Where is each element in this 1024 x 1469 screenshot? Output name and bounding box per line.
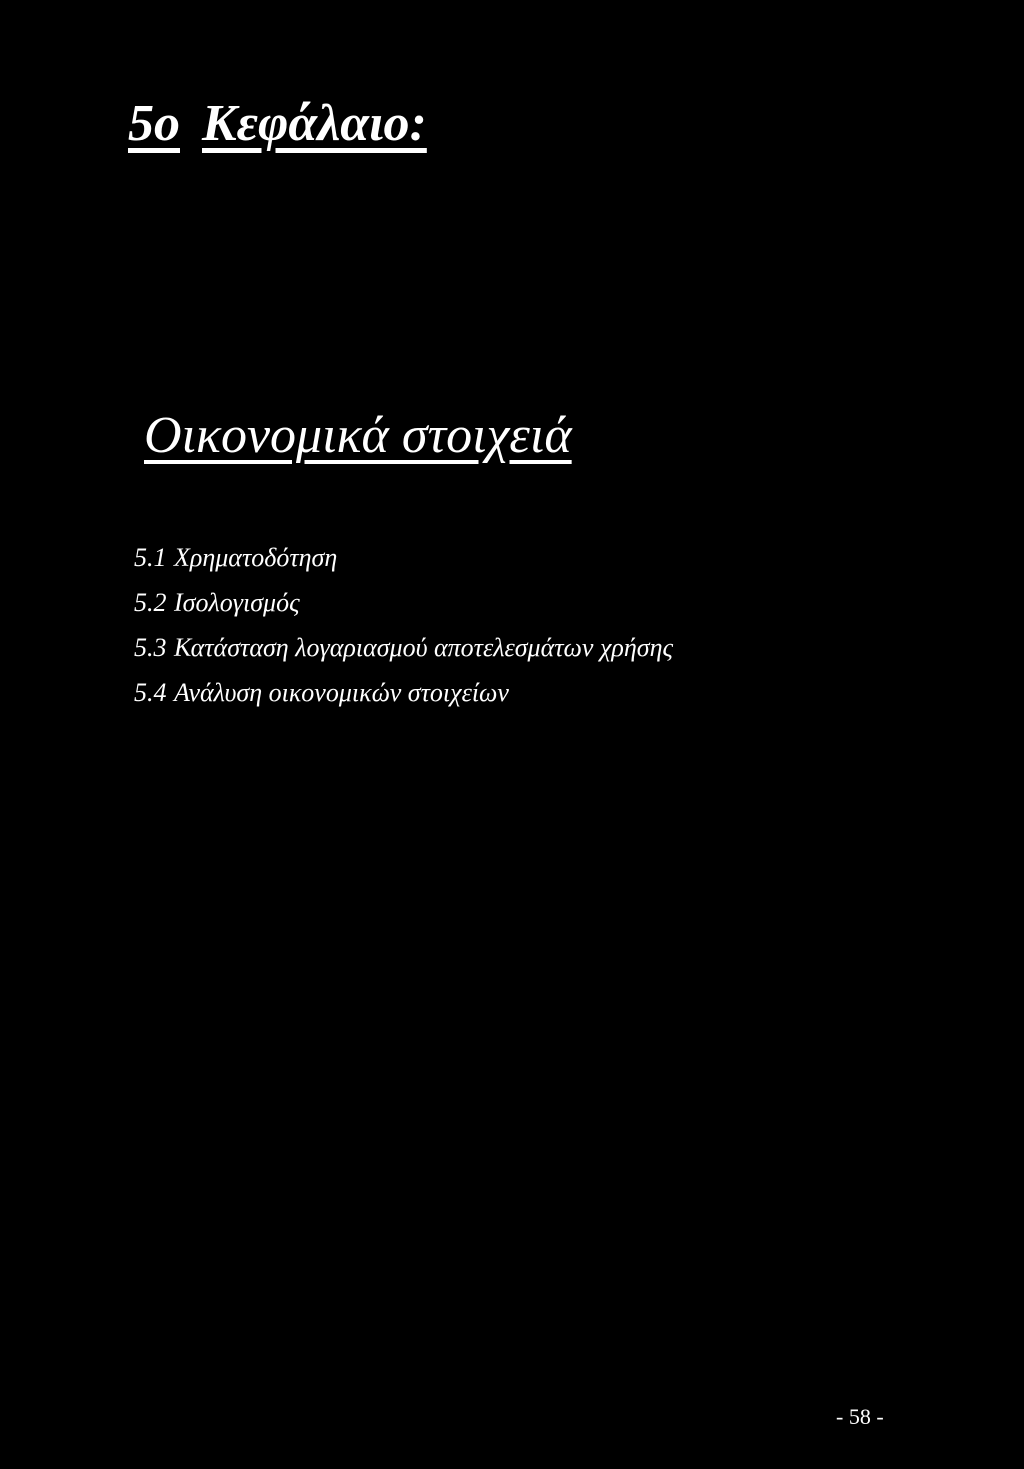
section-title-text: Οικονομικά στοιχειά — [144, 407, 572, 464]
toc-item-title: Ανάλυση οικονομικών στοιχείων — [174, 678, 509, 707]
toc-item-number: 5.3 — [134, 633, 167, 662]
toc-item-number: 5.4 — [134, 678, 167, 707]
chapter-number: 5ο — [128, 95, 180, 152]
toc-item-number: 5.2 — [134, 588, 167, 617]
toc-item-title: Χρηματοδότηση — [174, 543, 338, 572]
section-title — [130, 407, 572, 464]
toc-item — [134, 635, 673, 680]
table-of-contents — [134, 545, 673, 725]
chapter-label: Κεφάλαιο: — [202, 95, 427, 152]
page-number: - 58 - — [836, 1404, 884, 1429]
chapter-heading — [128, 95, 427, 152]
toc-item — [134, 545, 673, 590]
toc-item-title: Κατάσταση λογαριασμού αποτελεσμάτων χρήσης — [174, 633, 674, 662]
toc-item-number: 5.1 — [134, 543, 167, 572]
toc-item-title: Ισολογισμός — [174, 588, 300, 617]
toc-item — [134, 680, 673, 725]
toc-item — [134, 590, 673, 635]
